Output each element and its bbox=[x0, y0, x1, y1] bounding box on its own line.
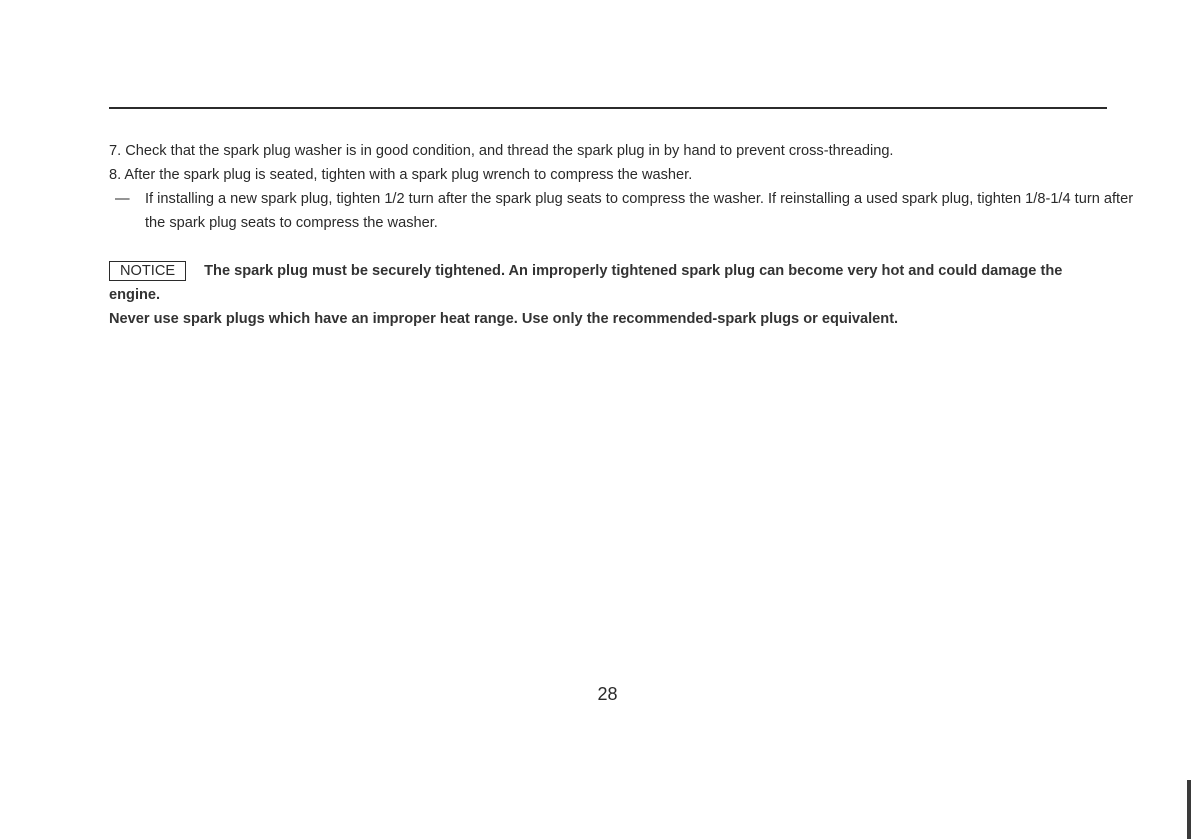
scan-edge-mark bbox=[1187, 780, 1191, 839]
step-8-subnote-text: If installing a new spark plug, tighten 1/2 turn after the spark plug seats to compress the washer. If reinstalling a used spark plug, tighten 1/8-1/4 turn after the spark plug seats to compress the washer. bbox=[145, 191, 1134, 231]
notice-text-2: Never use spark plugs which have an improper heat range. Use only the recommended-spark plugs or equivalent. bbox=[109, 311, 899, 327]
page-content bbox=[109, 139, 1134, 331]
step-8-text: 8. After the spark plug is seated, tighten with a spark plug wrench to compress the washer. bbox=[109, 167, 693, 183]
notice-paragraph-1 bbox=[109, 259, 1109, 307]
step-8-subnote bbox=[115, 187, 1135, 235]
step-7-text: 7. Check that the spark plug washer is in good condition, and thread the spark plug in by hand to prevent cross-threading. bbox=[109, 143, 894, 159]
header-rule bbox=[109, 107, 1107, 109]
page-number: 28 bbox=[597, 684, 618, 704]
notice-block bbox=[109, 259, 1109, 331]
dash-marker: — bbox=[115, 191, 130, 207]
notice-label: NOTICE bbox=[109, 261, 186, 281]
notice-text-1: The spark plug must be securely tightened. An improperly tightened spark plug can become very hot and could damage the engine. bbox=[109, 263, 1063, 303]
